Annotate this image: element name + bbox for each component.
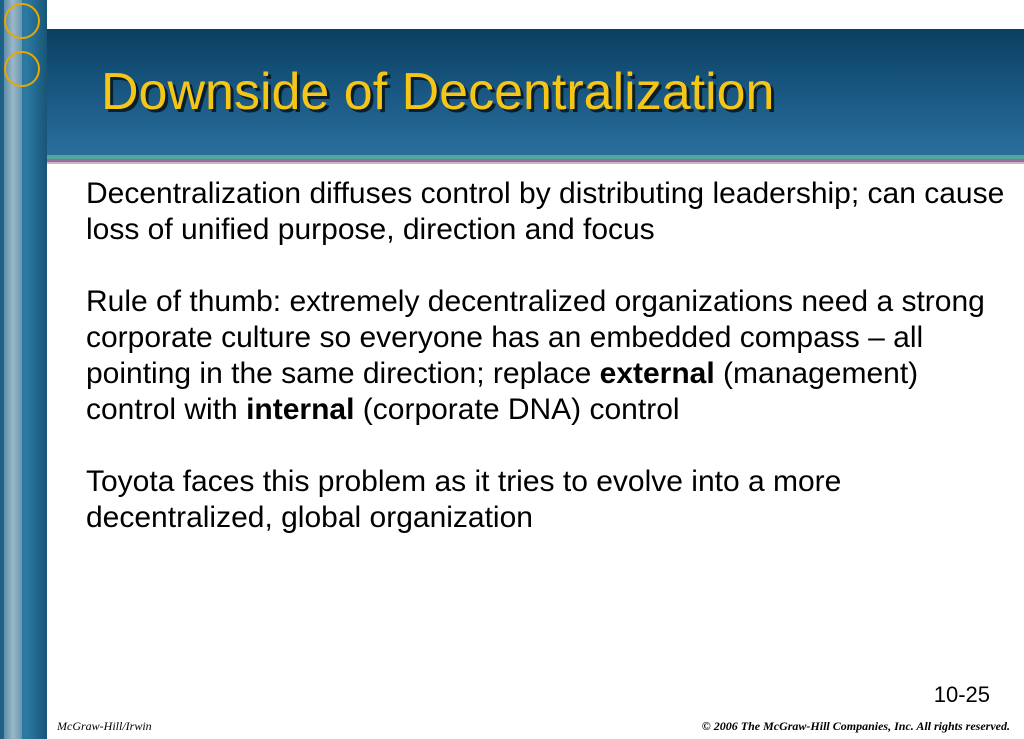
rule-text-part3: (corporate DNA) control	[354, 393, 680, 426]
bold-internal: internal	[246, 393, 355, 426]
slide-title: Downside of Decentralization	[101, 63, 775, 121]
paragraph-toyota: Toyota faces this problem as it tries to evolve into a more decentralized, global organization	[86, 465, 842, 534]
rule-text-part2: (management) control with	[86, 357, 919, 426]
paragraph-rule-of-thumb	[86, 284, 1006, 428]
decorative-circle-top	[4, 3, 40, 39]
divider-rule-light	[47, 162, 1024, 164]
bold-external: external	[599, 357, 715, 390]
page-number: 10-25	[933, 682, 990, 707]
slide-body	[86, 176, 1006, 572]
paragraph-decentralization: Decentralization diffuses control by distributing leadership; can cause loss of unified purpose, direction and focus	[86, 177, 1005, 246]
rule-text-part1: Rule of thumb: extremely decentralized organizations need a strong corporate culture so everyone has an embedded compass – all pointing in the same direction; replace	[86, 285, 985, 390]
footer-publisher: McGraw-Hill/Irwin	[57, 719, 152, 733]
left-decorative-strip	[4, 0, 22, 739]
footer-copyright: © 2006 The McGraw-Hill Companies, Inc. All rights reserved.	[701, 719, 1010, 733]
decorative-circle-bottom	[4, 51, 40, 87]
